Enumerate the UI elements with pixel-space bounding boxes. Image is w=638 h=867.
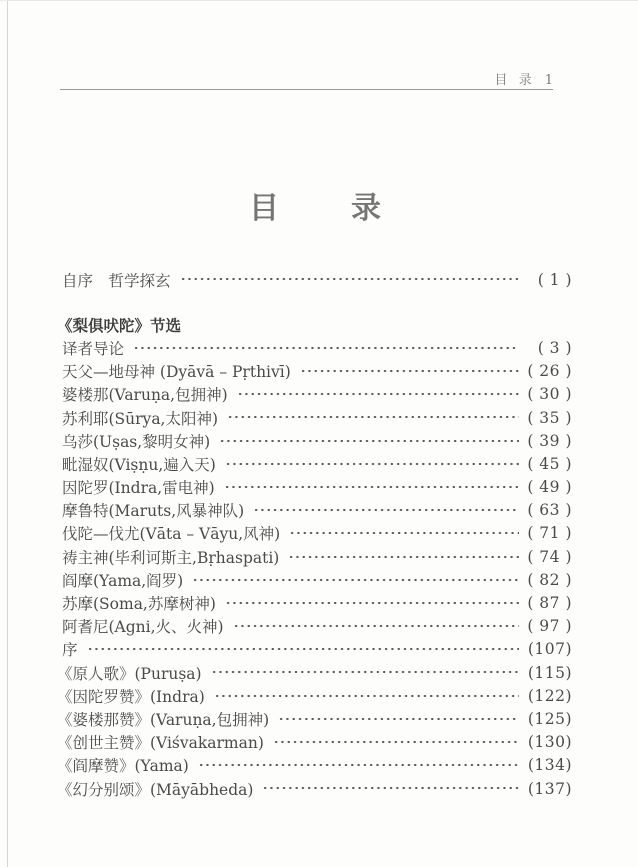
toc-entry-page: ( 71 ) [527,524,572,543]
toc-entry-label: 《创世主赞》(Viśvakarman) [57,734,264,753]
running-header-page-number: 1 [544,73,553,88]
toc-entry-page: (134) [527,756,572,775]
toc-entry-label: 阿耆尼(Agni,火、火神) [62,618,224,637]
toc-entry-page: (122) [527,686,572,705]
toc-entry [62,638,572,661]
toc-section-heading [57,313,572,336]
toc-entry-page: ( 97 ) [527,617,572,636]
toc-entry-label: 《幻分别颂》(Māyābheda) [57,780,254,799]
toc-gap [62,291,572,313]
toc-entry-page: ( 45 ) [527,454,572,473]
dot-leader [224,476,519,499]
toc-entry-label: 婆楼那(Varuṇa,包拥神) [62,386,228,405]
dot-leader [192,568,519,591]
toc-entry-page: ( 1 ) [537,270,572,289]
toc-entry [62,545,572,568]
dot-leader [87,638,519,661]
toc-entry-page: ( 63 ) [527,501,572,520]
header-divider [60,89,553,90]
toc-entry [62,568,572,591]
toc-entry-label: 乌莎(Uṣas,黎明女神) [62,432,211,451]
toc-entry-label: 苏利耶(Sūrya,太阳神) [62,409,219,428]
toc-entry-label: 《婆楼那赞》(Varuṇa,包拥神) [57,710,270,729]
toc-entry [57,684,572,707]
dot-leader [225,452,519,475]
toc-entry [57,754,572,777]
toc-entry [62,406,572,429]
toc-entry-label: 《因陀罗赞》(Indra) [57,687,205,706]
toc-entry-label: 摩鲁特(Maruts,风暴神队) [62,502,245,521]
dot-leader [300,360,519,383]
running-header-title: 目 录 [494,73,533,88]
toc-entry-label: 毗湿奴(Viṣṇu,遍入天) [62,455,216,474]
toc-entry-page: ( 82 ) [527,570,572,589]
dot-leader [133,336,519,359]
toc-entry [62,615,572,638]
toc-list [57,268,572,800]
toc-entry-label: 序 [62,641,78,660]
scan-edge-line [7,0,8,867]
toc-entry-page: (115) [527,663,572,682]
toc-entry-page: ( 74 ) [527,547,572,566]
toc-entry-label: 阎摩(Yama,阎罗) [62,571,184,590]
dot-leader [237,383,519,406]
dot-leader [273,731,519,754]
toc-entry-label: 祷主神(毕利诃斯主,Bṛhaspati) [62,548,280,567]
dot-leader [262,777,519,800]
toc-entry-page: ( 39 ) [527,431,572,450]
page-title: 目 录 [249,191,385,226]
toc-entry [62,476,572,499]
toc-entry-page: (107) [527,640,572,659]
toc-entry-label: 天父—地母神 (Dyāvā – Pṛthivī) [62,363,291,382]
toc-entry [57,661,572,684]
toc-entry-page: ( 30 ) [527,385,572,404]
running-header [494,69,553,88]
toc-entry-label: 伐陀—伐尤(Vāta – Vāyu,风神) [62,525,281,544]
dot-leader [227,406,519,429]
toc-entry [57,707,572,730]
toc-entry [62,452,572,475]
toc-entry-page: ( 35 ) [527,408,572,427]
dot-leader [180,268,519,291]
dot-leader [198,754,519,777]
toc-entry [62,383,572,406]
dot-leader [289,522,519,545]
toc-entry-label: 苏摩(Soma,苏摩树神) [62,595,216,614]
toc-entry-label: 自序 哲学探玄 [62,271,171,290]
dot-leader [225,591,519,614]
toc-entry-label: 《原人歌》(Puruṣa) [57,664,202,683]
toc-entry-page: (137) [527,779,572,798]
toc-entry-page: ( 87 ) [527,594,572,613]
toc-entry-label: 因陀罗(Indra,雷电神) [62,479,215,498]
toc-entry-page: (125) [527,709,572,728]
toc-entry-page: ( 49 ) [527,478,572,497]
toc-entry-page: (130) [527,733,572,752]
dot-leader [211,661,519,684]
dot-leader [214,684,519,707]
toc-entry [62,429,572,452]
toc-entry [62,268,572,291]
toc-entry-page: ( 26 ) [527,362,572,381]
toc-entry-label: 《梨俱吠陀》节选 [57,315,182,335]
toc-entry-page: ( 3 ) [537,338,572,357]
dot-leader [219,429,519,452]
dot-leader [288,545,519,568]
dot-leader [278,707,519,730]
toc-entry [62,336,572,359]
toc-entry [57,731,572,754]
toc-entry-label: 《阎摩赞》(Yama) [57,757,189,776]
scan-edge-line-top [0,0,638,1]
toc-entry [62,591,572,614]
dot-leader [253,499,519,522]
toc-entry [57,777,572,800]
toc-entry-label: 译者导论 [62,339,125,358]
dot-leader [233,615,519,638]
toc-entry [62,360,572,383]
toc-entry [62,499,572,522]
toc-entry [62,522,572,545]
